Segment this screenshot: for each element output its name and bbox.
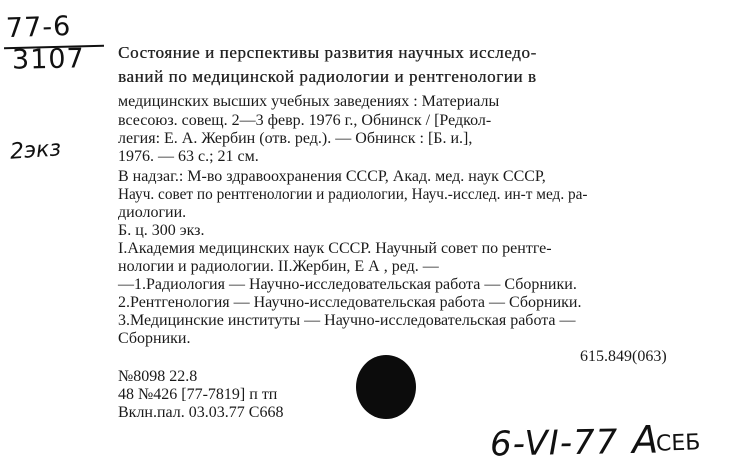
- title-line-3: медицинских высших учебных заведениях : Материалы: [118, 93, 500, 110]
- footer-line-1: №8098 22.8: [118, 368, 198, 385]
- footer-line-2: 48 №426 [77-7819] п тп: [118, 386, 278, 403]
- handwritten-stamp-mark: СЕБ: [655, 430, 701, 457]
- handwritten-call-number: 3107: [11, 43, 85, 76]
- tracing-line-3: —1.Радиология — Научно-исследовательская работа — Сборники.: [118, 276, 577, 293]
- ink-blot: [356, 355, 416, 419]
- handwritten-date: [489, 417, 660, 465]
- price-line: Б. ц. 300 экз.: [118, 222, 205, 239]
- handwritten-copies-note: 2экз: [9, 136, 62, 165]
- note-line-2: Науч. совет по рентгенологии и радиологии, Науч.-исслед. ин-т мед. ра-: [118, 186, 588, 203]
- tracing-line-6: Сборники.: [118, 330, 191, 347]
- publication-line-2: легия: Е. А. Жербин (отв. ред.). — Обнинск : [Б. и.],: [118, 130, 473, 147]
- handwritten-number-top: 77-6: [5, 10, 72, 45]
- publication-line-3: 1976. — 63 с.; 21 см.: [118, 148, 259, 165]
- note-line-3: диологии.: [118, 204, 187, 221]
- handwritten-date-text: 6-VI-77: [489, 422, 619, 465]
- note-line-1: В надзаг.: М-во здравоохранения СССР, Акад. мед. наук СССР,: [118, 168, 546, 185]
- title-line-2: ваний по медицинской радиологии и рентгенологии в: [118, 67, 537, 86]
- publication-line-1: всесоюз. совещ. 2—3 февр. 1976 г., Обнинск / [Редкол-: [118, 112, 492, 129]
- udc-code: 615.849(063): [580, 348, 667, 365]
- handwritten-initials: А: [631, 417, 660, 462]
- tracing-line-1: I.Академия медицинских наук СССР. Научный совет по рентге-: [118, 240, 552, 257]
- tracing-line-4: 2.Рентгенология — Научно-исследовательская работа — Сборники.: [118, 294, 582, 311]
- title-line-1: Состояние и перспективы развития научных исследо-: [118, 43, 537, 62]
- footer-line-3: Вклн.пал. 03.03.77 С668: [118, 404, 284, 421]
- tracing-line-5: 3.Медицинские институты — Научно-исследовательская работа —: [118, 312, 576, 329]
- tracing-line-2: нологии и радиологии. II.Жербин, Е А , ред. —: [118, 258, 439, 275]
